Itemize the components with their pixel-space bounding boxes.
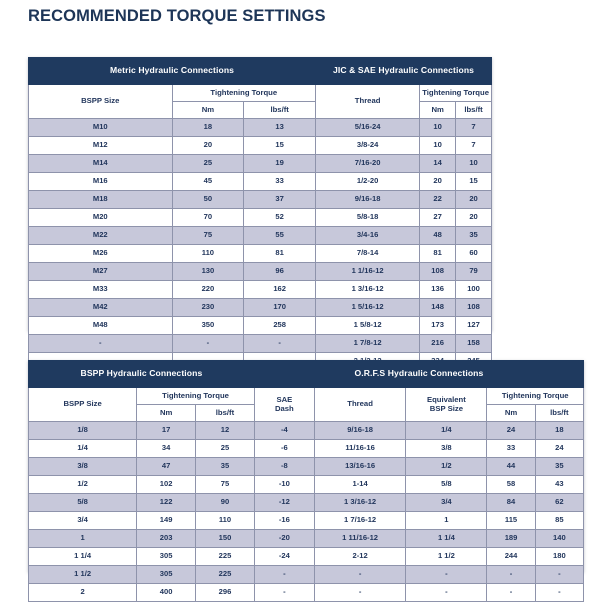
metric-jic-cell-lbs: - (244, 335, 316, 353)
metric-jic-cell-jic_nm: 10 (420, 137, 456, 155)
metric-jic-cell-thread: 3/4-16 (316, 227, 420, 245)
metric-jic-cell-nm: - (172, 335, 244, 353)
table-row (29, 494, 584, 512)
table-row (29, 245, 492, 263)
table2-body (29, 422, 584, 602)
metric-jic-cell-jic_nm: 22 (420, 191, 456, 209)
metric-jic-cell-thread: 1 1/16-12 (316, 263, 420, 281)
table-row (29, 299, 492, 317)
bspp-orfs-cell-orfs_nm: 189 (487, 530, 535, 548)
bspp-orfs-cell-thread: 1-14 (314, 476, 406, 494)
metric-jic-cell-nm: 230 (172, 299, 244, 317)
metric-jic-cell-thread: 5/16-24 (316, 119, 420, 137)
bspp-orfs-cell-bspp: 1 1/4 (29, 548, 137, 566)
bspp-orfs-cell-bspp: 3/4 (29, 512, 137, 530)
unit-header-bspp-lbsft: lbs/ft (196, 405, 255, 422)
table-row (29, 548, 584, 566)
column-header-thread: Thread (316, 85, 420, 119)
table-row (29, 566, 584, 584)
bspp-orfs-cell-equiv: 1 (406, 512, 487, 530)
bspp-orfs-cell-nm: 102 (137, 476, 196, 494)
bspp-orfs-cell-bspp: 1 1/2 (29, 566, 137, 584)
table-row (29, 191, 492, 209)
bspp-orfs-cell-orfs_lbs: 35 (535, 458, 583, 476)
metric-jic-cell-lbs: 96 (244, 263, 316, 281)
bspp-orfs-cell-nm: 149 (137, 512, 196, 530)
metric-jic-cell-lbs: 52 (244, 209, 316, 227)
metric-jic-cell-bspp: M18 (29, 191, 173, 209)
metric-jic-cell-lbs: 19 (244, 155, 316, 173)
table-row (29, 119, 492, 137)
metric-jic-cell-lbs: 258 (244, 317, 316, 335)
group-header-bspp: BSPP Hydraulic Connections (29, 361, 255, 388)
metric-jic-cell-jic_lbs: 158 (456, 335, 492, 353)
sae-dash-line-1: SAE (276, 394, 293, 404)
bspp-orfs-cell-orfs_nm: 115 (487, 512, 535, 530)
table-row (29, 209, 492, 227)
bspp-orfs-cell-thread: - (314, 584, 406, 602)
metric-jic-cell-thread: 1 3/16-12 (316, 281, 420, 299)
metric-jic-cell-thread: 3/8-24 (316, 137, 420, 155)
bspp-orfs-cell-thread: 13/16-16 (314, 458, 406, 476)
equiv-bsp-line-2: BSP Size (429, 403, 463, 413)
metric-jic-cell-jic_lbs: 10 (456, 155, 492, 173)
metric-jic-cell-lbs: 55 (244, 227, 316, 245)
table-row (29, 173, 492, 191)
metric-jic-cell-bspp: - (29, 335, 173, 353)
bspp-orfs-cell-bspp: 1/8 (29, 422, 137, 440)
bspp-orfs-cell-nm: 203 (137, 530, 196, 548)
group-header-orfs: O.R.F.S Hydraulic Connections (254, 361, 583, 388)
bspp-orfs-cell-thread: 9/16-18 (314, 422, 406, 440)
metric-jic-cell-lbs: 33 (244, 173, 316, 191)
bspp-orfs-cell-equiv: - (406, 584, 487, 602)
bspp-orfs-cell-orfs_lbs: 62 (535, 494, 583, 512)
table2-subheader-row (29, 388, 584, 405)
table1-subheader-row (29, 85, 492, 102)
metric-jic-cell-nm: 25 (172, 155, 244, 173)
metric-jic-cell-thread: 5/8-18 (316, 209, 420, 227)
unit-header-metric-nm: Nm (172, 102, 244, 119)
column-header-bspp-size: BSPP Size (29, 85, 173, 119)
bspp-orfs-cell-equiv: 1/4 (406, 422, 487, 440)
bspp-orfs-cell-lbs: 225 (196, 548, 255, 566)
metric-jic-cell-thread: 1 5/8-12 (316, 317, 420, 335)
bspp-orfs-cell-orfs_nm: - (487, 584, 535, 602)
metric-jic-cell-jic_nm: 14 (420, 155, 456, 173)
metric-jic-cell-bspp: M33 (29, 281, 173, 299)
metric-jic-cell-nm: 350 (172, 317, 244, 335)
metric-jic-cell-jic_nm: 10 (420, 119, 456, 137)
table-row (29, 317, 492, 335)
bspp-orfs-cell-equiv: 1/2 (406, 458, 487, 476)
table1-group-header-row (29, 58, 492, 85)
bspp-orfs-cell-thread: 1 7/16-12 (314, 512, 406, 530)
table-row (29, 458, 584, 476)
bspp-orfs-cell-nm: 34 (137, 440, 196, 458)
column-header-tightening-torque-metric: Tightening Torque (172, 85, 316, 102)
table-row (29, 155, 492, 173)
metric-jic-cell-bspp: M14 (29, 155, 173, 173)
metric-jic-cell-jic_nm: 216 (420, 335, 456, 353)
bspp-orfs-cell-equiv: 1 1/4 (406, 530, 487, 548)
bspp-orfs-cell-lbs: 25 (196, 440, 255, 458)
bspp-orfs-cell-nm: 122 (137, 494, 196, 512)
bspp-orfs-cell-orfs_lbs: 18 (535, 422, 583, 440)
metric-jic-cell-nm: 20 (172, 137, 244, 155)
table-row (29, 263, 492, 281)
bspp-orfs-cell-equiv: 3/4 (406, 494, 487, 512)
metric-jic-cell-jic_nm: 108 (420, 263, 456, 281)
bspp-orfs-cell-orfs_lbs: 43 (535, 476, 583, 494)
bspp-orfs-cell-orfs_nm: 24 (487, 422, 535, 440)
bspp-orfs-cell-dash: -20 (254, 530, 314, 548)
metric-jic-cell-lbs: 162 (244, 281, 316, 299)
bspp-orfs-cell-orfs_nm: 44 (487, 458, 535, 476)
unit-header-metric-lbsft: lbs/ft (244, 102, 316, 119)
bspp-orfs-cell-orfs_nm: 58 (487, 476, 535, 494)
table-row (29, 476, 584, 494)
bspp-orfs-cell-orfs_lbs: - (535, 584, 583, 602)
metric-jic-cell-nm: 75 (172, 227, 244, 245)
column-header-tightening-torque-orfs: Tightening Torque (487, 388, 584, 405)
bspp-orfs-cell-lbs: 90 (196, 494, 255, 512)
bspp-orfs-cell-lbs: 296 (196, 584, 255, 602)
metric-jic-cell-jic_lbs: 7 (456, 137, 492, 155)
metric-jic-cell-lbs: 170 (244, 299, 316, 317)
bspp-orfs-cell-lbs: 225 (196, 566, 255, 584)
metric-jic-cell-bspp: M27 (29, 263, 173, 281)
metric-jic-cell-lbs: 15 (244, 137, 316, 155)
metric-jic-cell-jic_nm: 148 (420, 299, 456, 317)
metric-jic-cell-jic_lbs: 127 (456, 317, 492, 335)
bspp-orfs-cell-orfs_lbs: - (535, 566, 583, 584)
metric-jic-cell-lbs: 37 (244, 191, 316, 209)
bspp-orfs-cell-thread: - (314, 566, 406, 584)
metric-jic-cell-jic_nm: 48 (420, 227, 456, 245)
bspp-orfs-cell-lbs: 75 (196, 476, 255, 494)
metric-jic-cell-bspp: M42 (29, 299, 173, 317)
bspp-orfs-cell-orfs_nm: 244 (487, 548, 535, 566)
metric-jic-cell-nm: 45 (172, 173, 244, 191)
bspp-orfs-cell-orfs_lbs: 140 (535, 530, 583, 548)
bspp-orfs-cell-equiv: 5/8 (406, 476, 487, 494)
bspp-orfs-cell-lbs: 12 (196, 422, 255, 440)
column-header-tightening-torque-bspp: Tightening Torque (137, 388, 255, 405)
bspp-orfs-torque-table-card (28, 360, 584, 597)
metric-jic-cell-lbs: 13 (244, 119, 316, 137)
group-header-metric: Metric Hydraulic Connections (29, 58, 316, 85)
bspp-orfs-cell-orfs_lbs: 24 (535, 440, 583, 458)
table-row (29, 422, 584, 440)
bspp-orfs-cell-thread: 2-12 (314, 548, 406, 566)
metric-jic-cell-thread: 1 5/16-12 (316, 299, 420, 317)
column-header-sae-dash (254, 388, 314, 422)
metric-jic-cell-bspp: M48 (29, 317, 173, 335)
bspp-orfs-cell-lbs: 110 (196, 512, 255, 530)
bspp-orfs-cell-bspp: 2 (29, 584, 137, 602)
bspp-orfs-cell-orfs_lbs: 85 (535, 512, 583, 530)
bspp-orfs-cell-dash: -4 (254, 422, 314, 440)
bspp-orfs-cell-nm: 305 (137, 566, 196, 584)
metric-jic-cell-thread: 1 7/8-12 (316, 335, 420, 353)
metric-jic-cell-jic_nm: 173 (420, 317, 456, 335)
metric-jic-cell-lbs: 81 (244, 245, 316, 263)
metric-jic-cell-jic_lbs: 35 (456, 227, 492, 245)
metric-jic-cell-thread: 7/8-14 (316, 245, 420, 263)
bspp-orfs-cell-equiv: 1 1/2 (406, 548, 487, 566)
table-row (29, 440, 584, 458)
metric-jic-cell-thread: 1/2-20 (316, 173, 420, 191)
bspp-orfs-cell-bspp: 3/8 (29, 458, 137, 476)
metric-jic-cell-bspp: M20 (29, 209, 173, 227)
metric-jic-cell-jic_lbs: 60 (456, 245, 492, 263)
metric-jic-cell-bspp: M22 (29, 227, 173, 245)
metric-jic-sae-torque-table (28, 57, 492, 371)
column-header-tightening-torque-jic: Tightening Torque (420, 85, 492, 102)
metric-jic-sae-torque-table-card (28, 57, 492, 348)
bspp-orfs-cell-bspp: 1/4 (29, 440, 137, 458)
bspp-orfs-cell-nm: 47 (137, 458, 196, 476)
table-row (29, 584, 584, 602)
bspp-orfs-cell-dash: - (254, 566, 314, 584)
table-row (29, 227, 492, 245)
bspp-orfs-cell-dash: - (254, 584, 314, 602)
bspp-orfs-cell-dash: -24 (254, 548, 314, 566)
bspp-orfs-cell-equiv: 3/8 (406, 440, 487, 458)
bspp-orfs-cell-dash: -8 (254, 458, 314, 476)
metric-jic-cell-nm: 130 (172, 263, 244, 281)
metric-jic-cell-jic_lbs: 7 (456, 119, 492, 137)
metric-jic-cell-bspp: M10 (29, 119, 173, 137)
metric-jic-cell-jic_nm: 81 (420, 245, 456, 263)
bspp-orfs-cell-orfs_lbs: 180 (535, 548, 583, 566)
bspp-orfs-cell-bspp: 1/2 (29, 476, 137, 494)
metric-jic-cell-jic_nm: 136 (420, 281, 456, 299)
table-row (29, 512, 584, 530)
column-header-thread: Thread (314, 388, 406, 422)
bspp-orfs-cell-thread: 1 11/16-12 (314, 530, 406, 548)
metric-jic-cell-jic_nm: 27 (420, 209, 456, 227)
metric-jic-cell-nm: 18 (172, 119, 244, 137)
metric-jic-cell-nm: 220 (172, 281, 244, 299)
bspp-orfs-cell-dash: -10 (254, 476, 314, 494)
column-header-equivalent-bsp-size (406, 388, 487, 422)
metric-jic-cell-jic_lbs: 20 (456, 209, 492, 227)
group-header-jic-sae: JIC & SAE Hydraulic Connections (316, 58, 492, 85)
table1-body (29, 119, 492, 371)
bspp-orfs-cell-orfs_nm: 84 (487, 494, 535, 512)
table-row (29, 530, 584, 548)
bspp-orfs-cell-orfs_nm: - (487, 566, 535, 584)
metric-jic-cell-thread: 7/16-20 (316, 155, 420, 173)
unit-header-bspp-nm: Nm (137, 405, 196, 422)
metric-jic-cell-bspp: M12 (29, 137, 173, 155)
equiv-bsp-line-1: Equivalent (426, 394, 466, 404)
metric-jic-cell-jic_lbs: 20 (456, 191, 492, 209)
table2-group-header-row (29, 361, 584, 388)
table-row (29, 281, 492, 299)
bspp-orfs-cell-dash: -16 (254, 512, 314, 530)
bspp-orfs-cell-bspp: 5/8 (29, 494, 137, 512)
bspp-orfs-cell-dash: -6 (254, 440, 314, 458)
column-header-bspp-size: BSPP Size (29, 388, 137, 422)
metric-jic-cell-bspp: M16 (29, 173, 173, 191)
bspp-orfs-cell-nm: 305 (137, 548, 196, 566)
page-title: RECOMMENDED TORQUE SETTINGS (28, 7, 326, 25)
bspp-orfs-torque-table (28, 360, 584, 602)
bspp-orfs-cell-bspp: 1 (29, 530, 137, 548)
bspp-orfs-cell-equiv: - (406, 566, 487, 584)
table-row (29, 335, 492, 353)
bspp-orfs-cell-thread: 1 3/16-12 (314, 494, 406, 512)
bspp-orfs-cell-nm: 400 (137, 584, 196, 602)
unit-header-orfs-nm: Nm (487, 405, 535, 422)
unit-header-orfs-lbsft: lbs/ft (535, 405, 583, 422)
metric-jic-cell-jic_lbs: 15 (456, 173, 492, 191)
bspp-orfs-cell-dash: -12 (254, 494, 314, 512)
unit-header-jic-lbsft: lbs/ft (456, 102, 492, 119)
metric-jic-cell-jic_lbs: 108 (456, 299, 492, 317)
metric-jic-cell-bspp: M26 (29, 245, 173, 263)
bspp-orfs-cell-nm: 17 (137, 422, 196, 440)
unit-header-jic-nm: Nm (420, 102, 456, 119)
metric-jic-cell-thread: 9/16-18 (316, 191, 420, 209)
metric-jic-cell-jic_nm: 20 (420, 173, 456, 191)
metric-jic-cell-nm: 50 (172, 191, 244, 209)
bspp-orfs-cell-orfs_nm: 33 (487, 440, 535, 458)
bspp-orfs-cell-lbs: 150 (196, 530, 255, 548)
metric-jic-cell-nm: 110 (172, 245, 244, 263)
metric-jic-cell-nm: 70 (172, 209, 244, 227)
table-row (29, 137, 492, 155)
metric-jic-cell-jic_lbs: 79 (456, 263, 492, 281)
bspp-orfs-cell-thread: 11/16-16 (314, 440, 406, 458)
bspp-orfs-cell-lbs: 35 (196, 458, 255, 476)
metric-jic-cell-jic_lbs: 100 (456, 281, 492, 299)
sae-dash-line-2: Dash (274, 403, 294, 413)
